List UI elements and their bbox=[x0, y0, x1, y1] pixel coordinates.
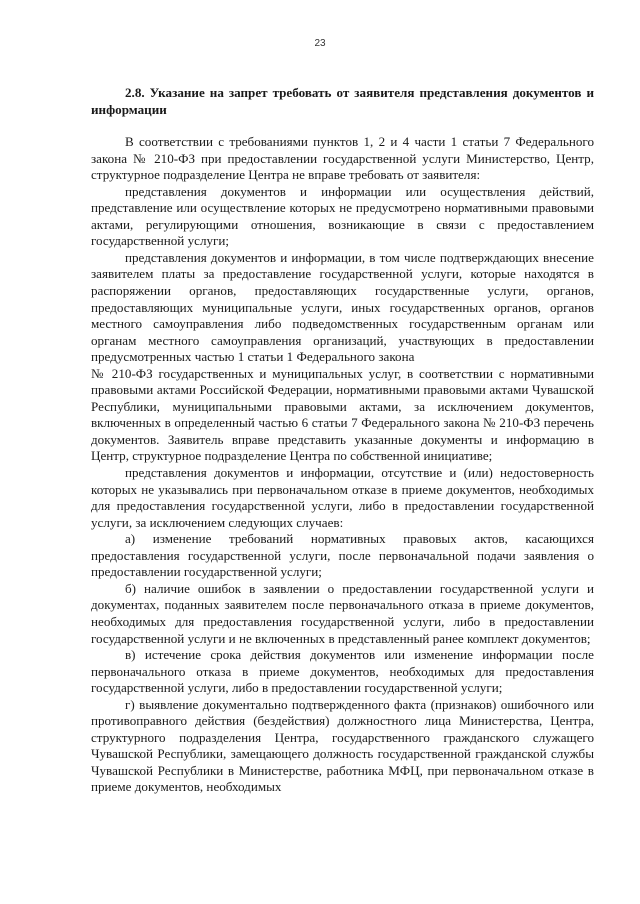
paragraph-item-2-continued: № 210-ФЗ государственных и муниципальных услуг, в соответствии с нормативными правовыми актами Российской Федерации, нормативными правовыми актами Чувашской Республики, муниципальными правовыми актами, за исключением документов, включенных в определенный частью 6 статьи 7 Федерального закона № 210-ФЗ перечень документов. Заявитель вправе представить указанные документы и информацию в Центр, структурное подразделение Центра по собственной инициативе; bbox=[91, 365, 594, 464]
paragraph-intro: В соответствии с требованиями пунктов 1, 2 и 4 части 1 статьи 7 Федерального закона № 210-ФЗ при предоставлении государственной услуги Министерство, Центр, структурное подразделение Центра не вправе требовать от заявителя: bbox=[91, 134, 594, 183]
document-body bbox=[91, 85, 594, 796]
paragraph-item-3: представления документов и информации, отсутствие и (или) недостоверность которых не указывались при первоначальном отказе в приеме документов, необходимых для предоставления государственной услуги, либо в предоставлении государственной услуги, за исключением следующих случаев: bbox=[91, 465, 594, 530]
paragraph-subitem-b: б) наличие ошибок в заявлении о предоставлении государственной услуги и документах, поданных заявителем после первоначального отказа в приеме документов, необходимых для предоставления государственной услуги, либо в предоставлении государственной услуги и не включенных в представленный ранее комплект документов; bbox=[91, 580, 594, 646]
section-heading: 2.8. Указание на запрет требовать от заявителя представления документов и информации bbox=[91, 85, 594, 117]
page-number: 23 bbox=[314, 38, 326, 49]
paragraph-item-1: представления документов и информации или осуществления действий, представление или осуществление которых не предусмотрено нормативными правовыми актами, регулирующими отношения, возникающие в связи с предоставлением государственной услуги; bbox=[91, 183, 594, 249]
paragraph-item-2: представления документов и информации, в том числе подтверждающих внесение заявителем платы за предоставление государственной услуги, которые находятся в распоряжении органов, предоставляющих государственные услуги, органов, предоставляющих муниципальные услуги, иных государственных органов, органов местного самоуправления либо подведомственных государственным органам или органам местного самоуправления организаций, участвующих в предоставлении предусмотренных частью 1 статьи 1 Федерального закона bbox=[91, 249, 594, 365]
paragraph-subitem-g: г) выявление документально подтвержденного факта (признаков) ошибочного или противоправного действия (бездействия) должностного лица Министерства, Центра, структурного подразделения Центра, государственного гражданского служащего Чувашской Республики, замещающего должность государственной гражданской службы Чувашской Республики в Министерстве, работника МФЦ, при первоначальном отказе в приеме документов, необходимых bbox=[91, 696, 594, 795]
paragraph-subitem-v: в) истечение срока действия документов или изменение информации после первоначального отказа в приеме документов, необходимых для предоставления государственной услуги, либо в предоставлении государственной услуги; bbox=[91, 647, 594, 696]
paragraph-subitem-a: а) изменение требований нормативных правовых актов, касающихся предоставления государственной услуги, после первоначальной подачи заявления о предоставлении государственной услуги; bbox=[91, 531, 594, 580]
